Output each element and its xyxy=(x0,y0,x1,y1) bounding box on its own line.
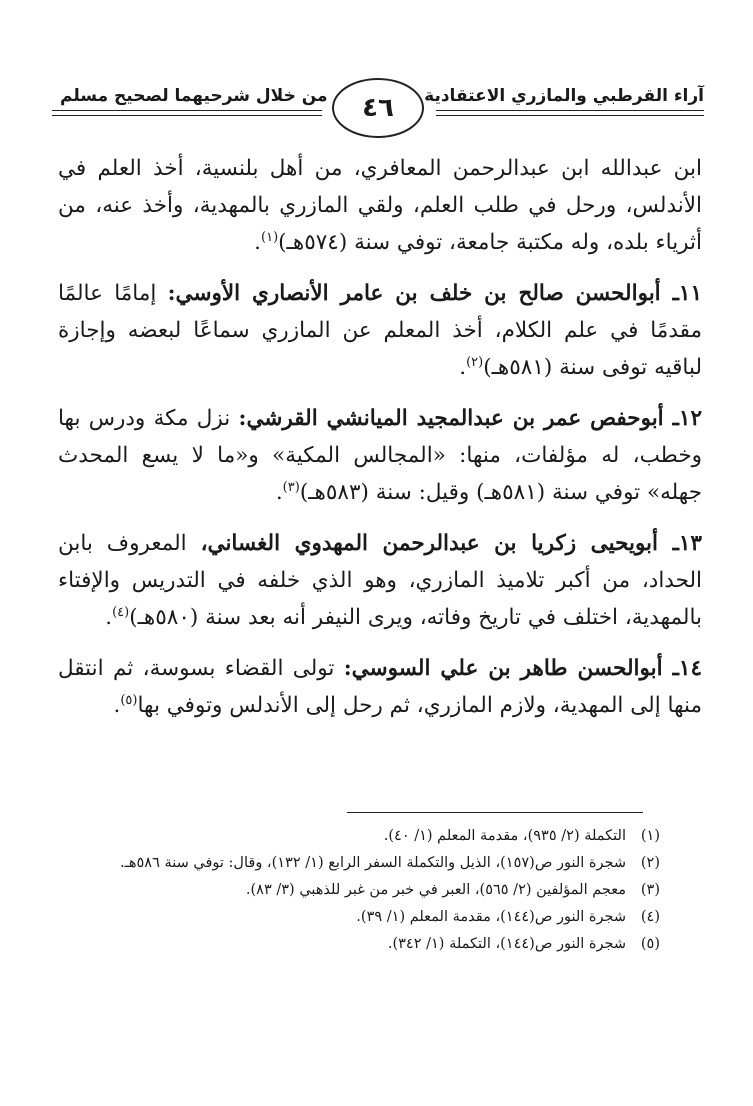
header-rule-left-top xyxy=(52,110,322,111)
footnote-number: (٣) xyxy=(640,882,660,898)
entry-14: ١٤ـ أبوالحسن طاهر بن علي السوسي: تولى القضاء بسوسة، ثم انتقل منها إلى المهدية، ولازم المازري، ثم رحل إلى الأندلس وتوفي بها$^{(٥)}$. xyxy=(58,656,702,718)
entry-text: المعروف بابن الحداد، من أكبر تلاميذ المازري، وهو الذي خلفه في التدريس والإفتاء بالمهدية، اختلف في تاريخ وفاته، ويرى النيفر أنه بعد سنة (٥٨٠هـ) xyxy=(58,531,702,630)
header-rule-left-bottom xyxy=(52,115,322,116)
footnote-4 xyxy=(56,905,660,929)
footnote-3 xyxy=(56,878,660,902)
header-rule-right-bottom xyxy=(436,115,704,116)
header-rule-right-top xyxy=(436,110,704,111)
footnote-text: شجرة النور ص(١٤٤)، مقدمة المعلم (١/ ٣٩). xyxy=(356,909,626,925)
entry-13: ١٣ـ أبويحيى زكريا بن عبدالرحمن المهدوي الغساني، المعروف بابن الحداد، من أكبر تلاميذ المازري، وهو الذي خلفه في التدريس والإفتاء بالمهدية، اختلف في تاريخ وفاته، ويرى النيفر أنه بعد سنة (٥٨٠هـ)$^{(٤)}$. xyxy=(58,531,702,630)
footnote-marker: (١) xyxy=(261,229,279,245)
page-number: ٤٦ xyxy=(332,78,424,138)
entry-12: ١٢ـ أبوحفص عمر بن عبدالمجيد الميانشي القرشي: نزل مكة ودرس بها وخطب، له مؤلفات، منها: «المجالس المكية» و«ما لا يسع المحدث جهله» توفي سنة (٥٨١هـ) وقيل: سنة (٥٨٣هـ)$^{(٣)}$. xyxy=(58,406,702,505)
entry-text: إمامًا عالمًا مقدمًا في علم الكلام، أخذ المعلم عن المازري سماعًا لبعضه وإجازة لباقيه توفى سنة (٥٨١هـ) xyxy=(58,281,702,380)
entry-heading: ١٢ـ أبوحفص عمر بن عبدالمجيد الميانشي القرشي: xyxy=(238,406,702,431)
footnote-text: التكملة (٢/ ٩٣٥)، مقدمة المعلم (١/ ٤٠). xyxy=(383,828,626,844)
paragraph-continuation: ابن عبدالله ابن عبدالرحمن المعافري، من أهل بلنسية، أخذ العلم في الأندلس، ورحل في طلب العلم، ولقي المازري بالمهدية، وأخذ عنه، من أثرياء بلده، وله مكتبة جامعة، توفي سنة (٥٧٤هـ)$^{(١)}$. xyxy=(58,156,702,255)
footnote-marker: (٥) xyxy=(120,692,138,708)
footnote-marker: (٢) xyxy=(466,354,484,370)
footnote-marker: (٤) xyxy=(112,604,130,620)
footnote-separator xyxy=(347,812,643,813)
footnote-number: (٥) xyxy=(640,936,660,952)
book-title: آراء القرطبي والمازري الاعتقادية xyxy=(424,86,704,106)
footnote-number: (٤) xyxy=(640,909,660,925)
footnote-text: معجم المؤلفين (٢/ ٥٦٥)، العبر في خبر من غبر للذهبي (٣/ ٨٣). xyxy=(245,882,626,898)
footnote-5 xyxy=(56,932,660,956)
entry-heading: ١٤ـ أبوالحسن طاهر بن علي السوسي: xyxy=(343,656,702,681)
main-text xyxy=(58,150,702,738)
entry-heading: ١٣ـ أبويحيى زكريا بن عبدالرحمن المهدوي الغساني، xyxy=(200,531,702,556)
footnote-marker: (٣) xyxy=(282,479,300,495)
running-header xyxy=(52,78,704,140)
entry-text: ابن عبدالله ابن عبدالرحمن المعافري، من أهل بلنسية، أخذ العلم في الأندلس، ورحل في طلب العلم، ولقي المازري بالمهدية، وأخذ عنه، من أثرياء بلده، وله مكتبة جامعة، توفي سنة (٥٧٤هـ) xyxy=(58,156,702,255)
footnote-1 xyxy=(56,824,660,848)
entry-text: تولى القضاء بسوسة، ثم انتقل منها إلى المهدية، ولازم المازري، ثم رحل إلى الأندلس وتوفي بها xyxy=(58,656,702,718)
book-subtitle: من خلال شرحيهما لصحيح مسلم xyxy=(60,86,328,106)
footnote-2 xyxy=(56,851,660,875)
footnotes xyxy=(56,824,660,959)
entry-text: نزل مكة ودرس بها وخطب، له مؤلفات، منها: «المجالس المكية» و«ما لا يسع المحدث جهله» توفي سنة (٥٨١هـ) وقيل: سنة (٥٨٣هـ) xyxy=(58,406,702,505)
footnote-text: شجرة النور ص(١٥٧)، الذيل والتكملة السفر الرابع (١/ ١٣٢)، وقال: توفي سنة ٥٨٦هـ. xyxy=(119,855,626,871)
footnote-number: (٢) xyxy=(640,855,660,871)
footnote-text: شجرة النور ص(١٤٤)، التكملة (١/ ٣٤٢). xyxy=(387,936,626,952)
entry-heading: ١١ـ أبوالحسن صالح بن خلف بن عامر الأنصاري الأوسي: xyxy=(167,281,702,306)
footnote-number: (١) xyxy=(640,828,660,844)
entry-11: ١١ـ أبوالحسن صالح بن خلف بن عامر الأنصاري الأوسي: إمامًا عالمًا مقدمًا في علم الكلام، أخذ المعلم عن المازري سماعًا لبعضه وإجازة لباقيه توفى سنة (٥٨١هـ)$^{(٢)}$. xyxy=(58,281,702,380)
